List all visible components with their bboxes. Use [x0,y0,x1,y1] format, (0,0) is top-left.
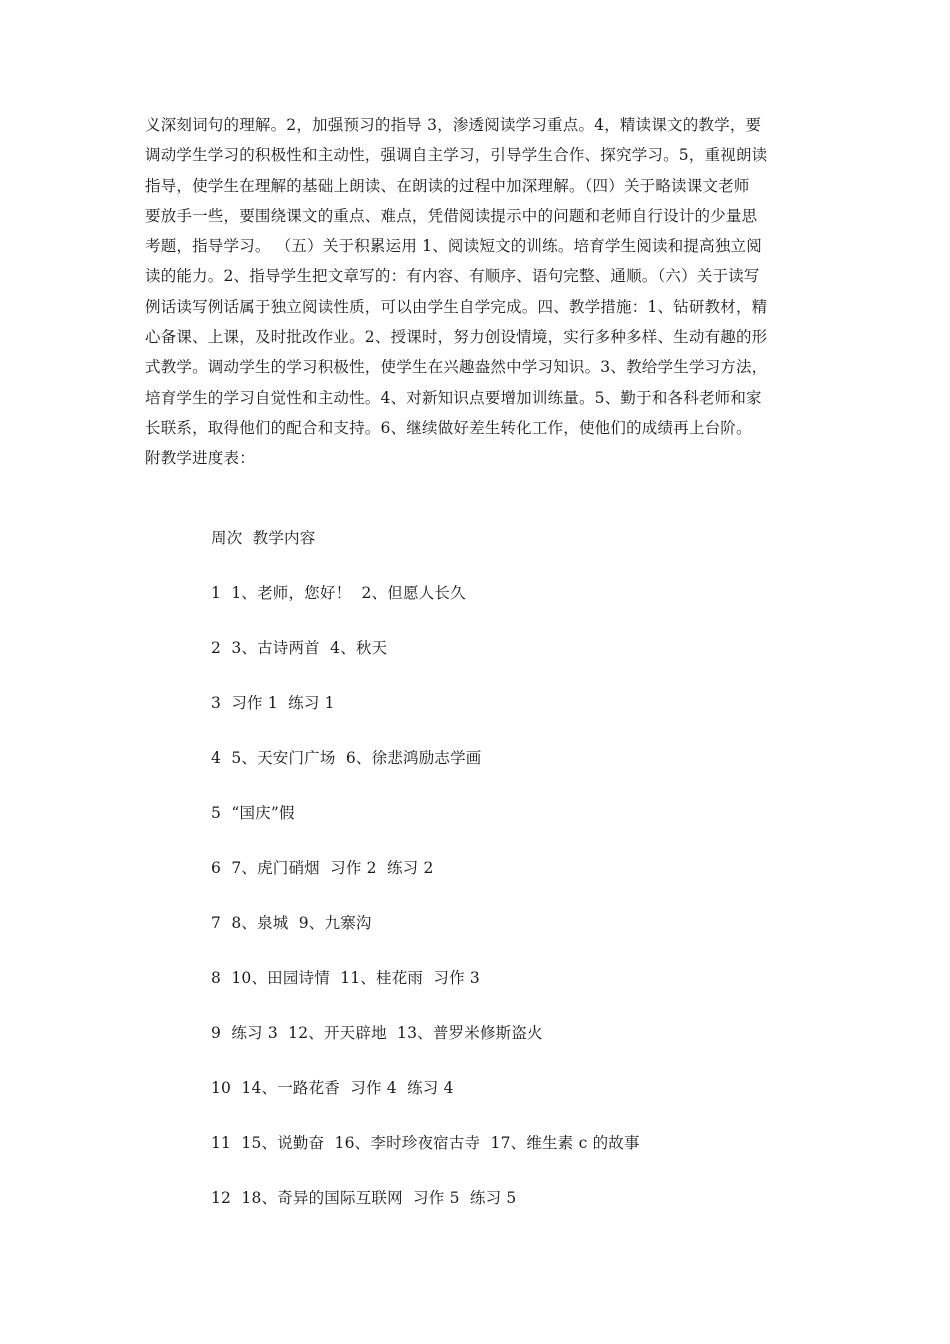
schedule-row: 3 习作 1 练习 1 [211,694,335,712]
paragraph-line: 长联系，取得他们的配合和支持。6、继续做好差生转化工作，使他们的成绩再上台阶。 [145,418,752,437]
body-paragraph [145,110,815,474]
paragraph-line: 考题，指导学习。 （五）关于积累运用 1、阅读短文的训练。培育学生阅读和提高独立阅 [145,237,762,256]
teaching-schedule [211,523,640,1238]
schedule-row: 2 3、古诗两首 4、秋天 [211,639,388,657]
paragraph-line: 例话读写例话属于独立阅读性质，可以由学生自学完成。四、教学措施：1、钻研教材，精 [145,297,768,316]
schedule-header: 周次 教学内容 [211,529,316,547]
schedule-row: 4 5、天安门广场 6、徐悲鸿励志学画 [211,749,482,767]
schedule-row: 9 练习 3 12、开天辟地 13、普罗米修斯盗火 [211,1024,543,1042]
paragraph-line: 指导，使学生在理解的基础上朗读、在朗读的过程中加深理解。（四）关于略读课文老师 [145,176,750,195]
paragraph-line: 心备课、上课，及时批改作业。2、授课时，努力创设情境，实行多种多样、生动有趣的形 [145,328,768,347]
paragraph-line: 式教学。调动学生的学习积极性，使学生在兴趣盎然中学习知识。3、教给学生学习方法， [145,358,768,377]
paragraph-line: 培育学生的学习自觉性和主动性。4、对新知识点要增加训练量。5、勤于和各科老师和家 [145,388,762,407]
schedule-intro: 附教学进度表： [145,449,255,468]
paragraph-line: 调动学生学习的积极性和主动性，强调自主学习，引导学生合作、探究学习。5，重视朗读 [145,146,768,165]
schedule-row: 8 10、田园诗情 11、桂花雨 习作 3 [211,969,480,987]
schedule-row: 7 8、泉城 9、九寨沟 [211,914,372,932]
paragraph-line: 义深刻词句的理解。2，加强预习的指导 3，渗透阅读学习重点。4，精读课文的教学，要 [145,116,762,134]
schedule-row: 11 15、说勤奋 16、李时珍夜宿古寺 17、维生素 c 的故事 [211,1134,640,1152]
schedule-row: 6 7、虎门硝烟 习作 2 练习 2 [211,859,434,877]
schedule-row: 12 18、奇异的国际互联网 习作 5 练习 5 [211,1189,517,1207]
paragraph-line: 要放手一些，要围绕课文的重点、难点，凭借阅读提示中的问题和老师自行设计的少量思 [145,206,758,225]
schedule-row: 10 14、一路花香 习作 4 练习 4 [211,1079,454,1097]
schedule-row: 5 “国庆”假 [211,804,295,822]
paragraph-line: 读的能力。2、指导学生把文章写的：有内容、有顺序、语句完整、通顺。（六）关于读写 [145,267,760,286]
schedule-row: 1 1、老师，您好！ 2、但愿人长久 [211,584,466,602]
